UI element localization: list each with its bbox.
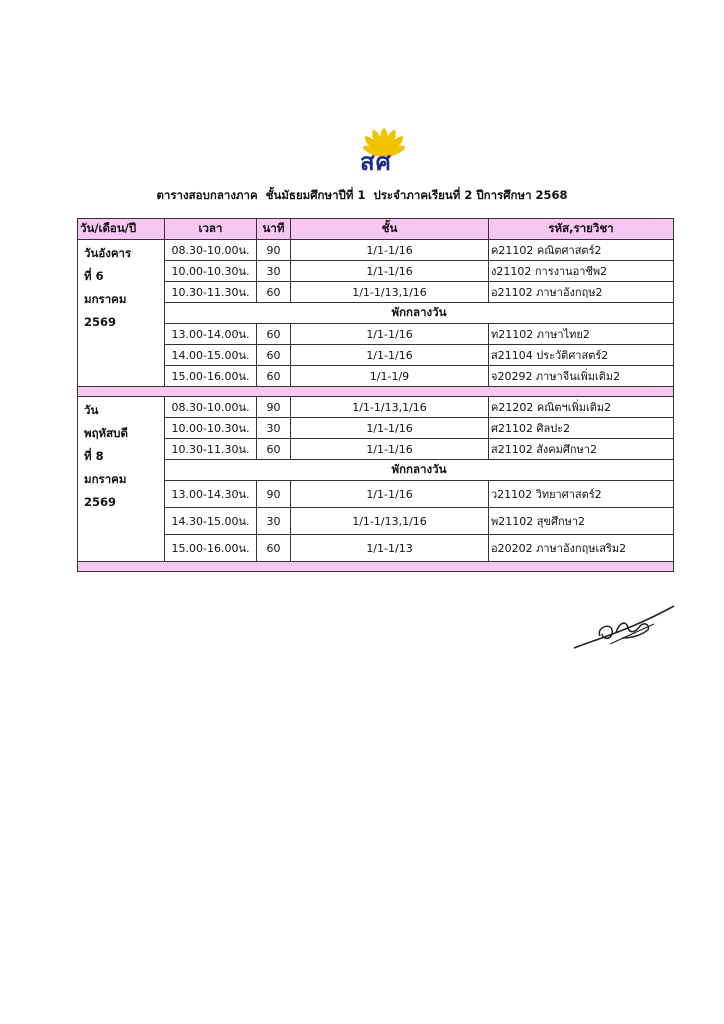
day2-line: พฤหัสบดี	[84, 426, 128, 440]
table-row	[78, 261, 674, 282]
class-cell: 1/1-1/16	[291, 261, 489, 282]
class-cell: 1/1-1/16	[291, 481, 489, 508]
minutes-cell: 60	[257, 324, 291, 345]
class-cell: 1/1-1/16	[291, 240, 489, 261]
time-cell: 13.00-14.30น.	[165, 481, 257, 508]
time-cell: 10.30-11.30น.	[165, 439, 257, 460]
subject-cell: ศ21102 ศิลปะ2	[489, 418, 674, 439]
table-row	[78, 535, 674, 562]
day2-line: มกราคม	[84, 472, 127, 486]
time-cell: 13.00-14.00น.	[165, 324, 257, 345]
class-cell: 1/1-1/16	[291, 418, 489, 439]
day1-line: มกราคม	[84, 292, 127, 306]
time-cell: 15.00-16.00น.	[165, 366, 257, 387]
subject-cell: ค21102 คณิตศาสตร์2	[489, 240, 674, 261]
minutes-cell: 90	[257, 481, 291, 508]
day2-date-cell	[78, 397, 165, 562]
header-subject: รหัส,รายวิชา	[489, 219, 674, 240]
day2-line: 2569	[84, 495, 117, 509]
table-row	[78, 345, 674, 366]
subject-cell: ท21102 ภาษาไทย2	[489, 324, 674, 345]
class-cell: 1/1-1/16	[291, 324, 489, 345]
time-cell: 08.30-10.00น.	[165, 397, 257, 418]
header-time: เวลา	[165, 219, 257, 240]
exam-schedule-table	[77, 218, 674, 572]
header-class: ชั้น	[291, 219, 489, 240]
subject-cell: อ20202 ภาษาอังกฤษเสริม2	[489, 535, 674, 562]
minutes-cell: 90	[257, 240, 291, 261]
minutes-cell: 90	[257, 397, 291, 418]
header-day: วัน/เดือน/ปี	[78, 219, 165, 240]
lunch-break-row	[78, 460, 674, 481]
class-cell: 1/1-1/13	[291, 535, 489, 562]
day1-date-cell	[78, 240, 165, 387]
subject-cell: ค21202 คณิตฯเพิ่มเติม2	[489, 397, 674, 418]
class-cell: 1/1-1/13,1/16	[291, 508, 489, 535]
day1-line: วันอังคาร	[84, 246, 132, 260]
class-cell: 1/1-1/9	[291, 366, 489, 387]
time-cell: 10.00-10.30น.	[165, 418, 257, 439]
day2-line: วัน	[84, 403, 99, 417]
subject-cell: ง21102 การงานอาชีพ2	[489, 261, 674, 282]
minutes-cell: 60	[257, 345, 291, 366]
subject-cell: พ21102 สุขศึกษา2	[489, 508, 674, 535]
table-row	[78, 324, 674, 345]
minutes-cell: 60	[257, 366, 291, 387]
table-row	[78, 282, 674, 303]
subject-cell: ว21102 วิทยาศาสตร์2	[489, 481, 674, 508]
class-cell: 1/1-1/13,1/16	[291, 397, 489, 418]
minutes-cell: 30	[257, 508, 291, 535]
lunch-break-label: พักกลางวัน	[165, 460, 674, 481]
subject-cell: ส21104 ประวัติศาสตร์2	[489, 345, 674, 366]
time-cell: 10.30-11.30น.	[165, 282, 257, 303]
day-separator	[78, 387, 674, 397]
minutes-cell: 60	[257, 535, 291, 562]
day1-line: ที่ 6	[84, 269, 104, 283]
day1-line: 2569	[84, 315, 117, 329]
table-row	[78, 366, 674, 387]
day-separator	[78, 562, 674, 572]
day2-line: ที่ 8	[84, 449, 104, 463]
time-cell: 10.00-10.30น.	[165, 261, 257, 282]
subject-cell: อ21102 ภาษาอังกฤษ2	[489, 282, 674, 303]
class-cell: 1/1-1/16	[291, 439, 489, 460]
table-header-row	[78, 219, 674, 240]
time-cell: 14.30-15.00น.	[165, 508, 257, 535]
table-row	[78, 481, 674, 508]
minutes-cell: 30	[257, 261, 291, 282]
table-row	[78, 439, 674, 460]
day-separator-row	[78, 562, 674, 572]
subject-cell: ส21102 สังคมศึกษา2	[489, 439, 674, 460]
table-row	[78, 508, 674, 535]
page-title: ตารางสอบกลางภาค ชั้นมัธยมศึกษาปีที่ 1 ประจำภาคเรียนที่ 2 ปีการศึกษา 2568	[156, 188, 568, 202]
school-logo-text: สศ	[360, 148, 392, 176]
table-row	[78, 418, 674, 439]
time-cell: 15.00-16.00น.	[165, 535, 257, 562]
subject-cell: จ20292 ภาษาจีนเพิ่มเติม2	[489, 366, 674, 387]
lunch-break-row	[78, 303, 674, 324]
minutes-cell: 60	[257, 439, 291, 460]
time-cell: 14.00-15.00น.	[165, 345, 257, 366]
signature-icon	[570, 600, 680, 655]
class-cell: 1/1-1/16	[291, 345, 489, 366]
lunch-break-label: พักกลางวัน	[165, 303, 674, 324]
minutes-cell: 60	[257, 282, 291, 303]
header-minutes: นาที	[257, 219, 291, 240]
table-row	[78, 397, 674, 418]
class-cell: 1/1-1/13,1/16	[291, 282, 489, 303]
day-separator-row	[78, 387, 674, 397]
time-cell: 08.30-10.00น.	[165, 240, 257, 261]
minutes-cell: 30	[257, 418, 291, 439]
table-row	[78, 240, 674, 261]
